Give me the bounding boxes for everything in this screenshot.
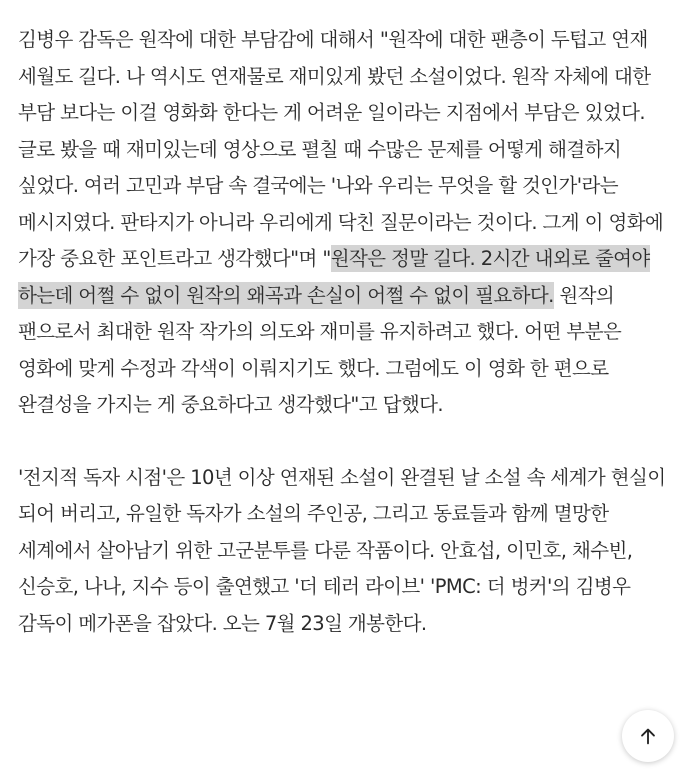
scroll-to-top-button[interactable] xyxy=(622,710,674,762)
article-paragraph-summary: '전지적 독자 시점'은 10년 이상 연재된 소설이 완결된 날 소설 속 세계가 현실이 되어 버리고, 유일한 독자가 소설의 주인공, 그리고 동료들과 함께 멸망한 세계에서 살아남기 위한 고군분투를 다룬 작품이다. 안효섭, 이민호, 채수빈, 신승호, 나나, 지수 등이 출연했고 '더 테러 라이브' 'PMC: 더 벙커'의 김병우 감독이 메가폰을 잡았다. 오는 7월 23일 개봉한다. xyxy=(18,465,666,635)
arrow-up-icon xyxy=(637,725,659,747)
paragraph-text-after: 원작의 팬으로서 최대한 원작 작가의 의도와 재미를 유지하려고 했다. 어떤 부분은 영화에 맞게 수정과 각색이 이뤄지기도 했다. 그럼에도 이 영화 한 편으로 완결성을 가지는 게 중요하다고 생각했다"고 답했다. xyxy=(18,283,622,416)
article-body xyxy=(18,22,666,642)
article-paragraph-quote xyxy=(18,22,666,424)
paragraph-text-before: 김병우 감독은 원작에 대한 부담감에 대해서 "원작에 대한 팬층이 두텁고 연재 세월도 길다. 나 역시도 연재물로 재미있게 봤던 소설이었다. 원작 자체에 대한 부담 보다는 이걸 영화화 한다는 게 어려운 일이라는 지점에서 부담은 있었다. 글로 봤을 때 재미있는데 영상으로 펼칠 때 수많은 문제를 어떻게 해결하지 싶었다. 여러 고민과 부담 속 결국에는 '나와 우리는 무엇을 할 것인가'라는 메시지였다. 판타지가 아니라 우리에게 닥친 질문이라는 것이다. 그게 이 영화에 가장 중요한 포인트라고 생각했다"며 " xyxy=(18,28,664,270)
highlighted-text[interactable]: 원작은 정말 길다. 2시간 내외로 줄여야 하는데 어쩔 수 없이 원작의 왜곡과 손실이 어쩔 수 없이 필요하다. xyxy=(18,247,650,307)
